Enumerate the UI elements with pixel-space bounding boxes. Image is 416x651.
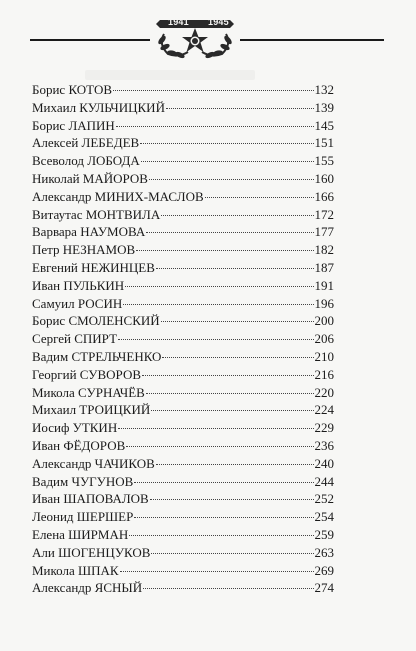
toc-entry-name: Петр НЕЗНАМОВ [32,242,136,258]
toc-entry-page: 172 [314,206,334,222]
toc-dot-leader [156,268,314,269]
toc-entry-name: Али ШОГЕНЦУКОВ [32,544,151,560]
toc-entry [32,330,334,348]
toc-dot-leader [120,571,314,572]
toc-dot-leader [123,304,313,305]
toc-dot-leader [118,339,313,340]
toc-entry [32,188,334,206]
toc-entry-page: 145 [314,117,334,133]
toc-entry-page: 269 [314,562,334,578]
faded-bleed-through [85,70,255,80]
toc-dot-leader [129,535,313,536]
toc-dot-leader [118,428,313,429]
toc-entry-page: 259 [314,526,334,542]
toc-entry [32,544,334,562]
toc-entry-page: 182 [314,242,334,258]
toc-entry [32,99,334,117]
toc-entry-name: Михаил ТРОИЦКИЙ [32,402,151,418]
toc-dot-leader [151,410,313,411]
toc-dot-leader [149,179,314,180]
toc-entry-page: 240 [314,455,334,471]
toc-entry [32,170,334,188]
toc-entry-name: Евгений НЕЖИНЦЕВ [32,259,155,275]
toc-entry-name: Микола ШПАК [32,562,119,578]
toc-entry-page: 155 [314,153,334,169]
toc-entry-page: 216 [314,366,334,382]
toc-entry-page: 196 [314,295,334,311]
toc-entry-page: 252 [314,491,334,507]
toc-dot-leader [136,250,313,251]
toc-entry [32,419,334,437]
toc-entry-name: Иосиф УТКИН [32,420,118,436]
toc-entry-page: 187 [314,259,334,275]
toc-dot-leader [205,197,314,198]
header-rule-right [240,39,384,41]
toc-dot-leader [151,553,313,554]
toc-entry-page: 244 [314,473,334,489]
toc-entry-name: Борис СМОЛЕНСКИЙ [32,313,160,329]
toc-dot-leader [156,464,314,465]
toc-entry [32,241,334,259]
toc-dot-leader [126,446,313,447]
toc-entry-name: Борис ЛАПИН [32,117,115,133]
toc-entry-page: 236 [314,437,334,453]
year-start: 1941 [168,17,189,27]
toc-entry-page: 229 [314,420,334,436]
toc-entry [32,455,334,473]
toc-entry-page: 220 [314,384,334,400]
toc-entry-page: 254 [314,509,334,525]
toc-entry-name: Витаутас МОНТВИЛА [32,206,161,222]
page-header [0,0,416,62]
toc-dot-leader [161,321,314,322]
toc-entry-name: Николай МАЙОРОВ [32,170,148,186]
toc-entry [32,223,334,241]
toc-entry-name: Вадим СТРЕЛЬЧЕНКО [32,348,162,364]
toc-entry-page: 263 [314,544,334,560]
toc-entry-page: 151 [314,135,334,151]
toc-entry-name: Георгий СУВОРОВ [32,366,142,382]
toc-entry [32,508,334,526]
toc-dot-leader [161,215,313,216]
toc-entry-page: 274 [314,580,334,596]
toc-dot-leader [140,143,313,144]
toc-entry [32,152,334,170]
toc-dot-leader [162,357,313,358]
toc-dot-leader [146,232,313,233]
toc-entry-page: 139 [314,99,334,115]
toc-entry-name: Михаил КУЛЬЧИЦКИЙ [32,99,165,115]
toc-entry [32,134,334,152]
toc-entry-name: Иван ФЁДОРОВ [32,437,126,453]
toc-entry [32,81,334,99]
toc-entry-name: Самуил РОСИН [32,295,123,311]
toc-entry [32,401,334,419]
toc-dot-leader [113,90,313,91]
toc-entry-name: Всеволод ЛОБОДА [32,153,140,169]
toc-entry [32,384,334,402]
toc-entry [32,348,334,366]
toc-entry-name: Иван ШАПОВАЛОВ [32,491,149,507]
toc-entry-page: 160 [314,170,334,186]
toc-entry-name: Вадим ЧУГУНОВ [32,473,134,489]
toc-entry [32,312,334,330]
toc-entry-name: Александр МИНИХ-МАСЛОВ [32,188,204,204]
toc-dot-leader [116,126,314,127]
toc-dot-leader [150,499,314,500]
toc-entry [32,259,334,277]
toc-dot-leader [143,588,313,589]
header-rule-left [30,39,150,41]
toc-entry [32,437,334,455]
toc-entry-name: Александр ЧАЧИКОВ [32,455,155,471]
toc-entry [32,366,334,384]
toc-entry-name: Леонид ШЕРШЕР [32,509,134,525]
toc-entry-name: Борис КОТОВ [32,82,113,97]
toc-entry [32,473,334,491]
toc-entry [32,526,334,544]
toc-entry-name: Алексей ЛЕБЕДЕВ [32,135,140,151]
toc-dot-leader [125,286,313,287]
toc-entry [32,206,334,224]
toc-entry-page: 132 [314,82,334,97]
toc-entry-name: Варвара НАУМОВА [32,224,146,240]
toc-dot-leader [146,393,314,394]
toc-entry [32,117,334,135]
toc-dot-leader [141,161,314,162]
toc-entry [32,562,334,580]
toc-dot-leader [134,482,313,483]
toc-entry [32,277,334,295]
toc-entry-name: Елена ШИРМАН [32,526,129,542]
toc-entry [32,295,334,313]
toc-entry-page: 191 [314,277,334,293]
toc-entry-name: Иван ПУЛЬКИН [32,277,125,293]
toc-dot-leader [134,517,313,518]
table-of-contents [32,81,334,597]
toc-dot-leader [142,375,313,376]
toc-entry-name: Сергей СПИРТ [32,331,118,347]
toc-entry-page: 210 [314,348,334,364]
toc-entry [32,490,334,508]
toc-entry-page: 206 [314,331,334,347]
toc-entry-page: 200 [314,313,334,329]
toc-entry-page: 224 [314,402,334,418]
year-end: 1945 [208,17,229,27]
toc-dot-leader [166,108,314,109]
toc-entry-page: 177 [314,224,334,240]
toc-entry-page: 166 [314,188,334,204]
toc-entry-name: Микола СУРНАЧЁВ [32,384,145,400]
toc-entry [32,579,334,597]
toc-entry-name: Александр ЯСНЫЙ [32,580,143,596]
